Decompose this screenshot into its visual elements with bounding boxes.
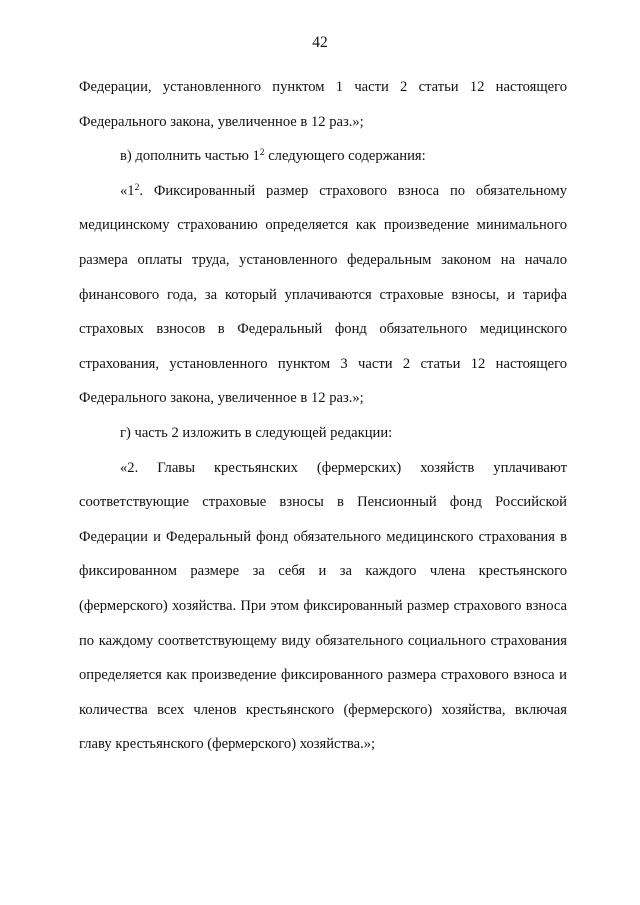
paragraph-continuation: Федерации, установленного пунктом 1 части 2 статьи 12 настоящего Федерального закона, увеличенное в 12 раз.»;: [79, 79, 567, 130]
paragraph-item-v-superscript: 2: [259, 148, 265, 159]
paragraph-part-2: «2. Главы крестьянских (фермерских) хозяйств уплачивают соответствующие страховые взносы в Пенсионный фонд Российской Федерации и Федеральный фонд обязательного медицинского страхования в фиксированном размере за себя и за каждого члена крестьянского (фермерского) хозяйства. При этом фиксированный размер страхового взноса по каждому соответствующему виду обязательного социального страхования определяется как произведение фиксированного размера страхового взноса и количества всех членов крестьянского (фермерского) хозяйства, включая главу крестьянского (фермерского) хозяйства.»;: [79, 459, 567, 753]
page-number: 42: [312, 34, 328, 51]
paragraph-item-g: г) часть 2 изложить в следующей редакции:: [120, 424, 393, 441]
document-body: [79, 70, 567, 762]
paragraph-part-1-2: [79, 174, 567, 416]
paragraph-part-1-2-text: . Фиксированный размер страхового взноса по обязательному медицинскому страхованию определяется как произведение минимального размера оплаты труда, установленного федеральным законом на начало финансового года, за который уплачиваются страховые взносы, и тарифа страховых взносов в Федеральный фонд обязательного медицинского страхования, установленного пунктом 3 части 2 статьи 12 настоящего Федерального закона, увеличенное в 12 раз.»;: [79, 182, 567, 407]
paragraph-part-1-2-prefix: «1: [120, 182, 135, 199]
paragraph-part-1-2-superscript: 2: [134, 182, 140, 193]
paragraph-item-v-suffix: следующего содержания:: [264, 148, 426, 165]
paragraph-item-v-prefix: в) дополнить частью 1: [120, 148, 260, 165]
paragraph-item-v: [79, 139, 567, 174]
